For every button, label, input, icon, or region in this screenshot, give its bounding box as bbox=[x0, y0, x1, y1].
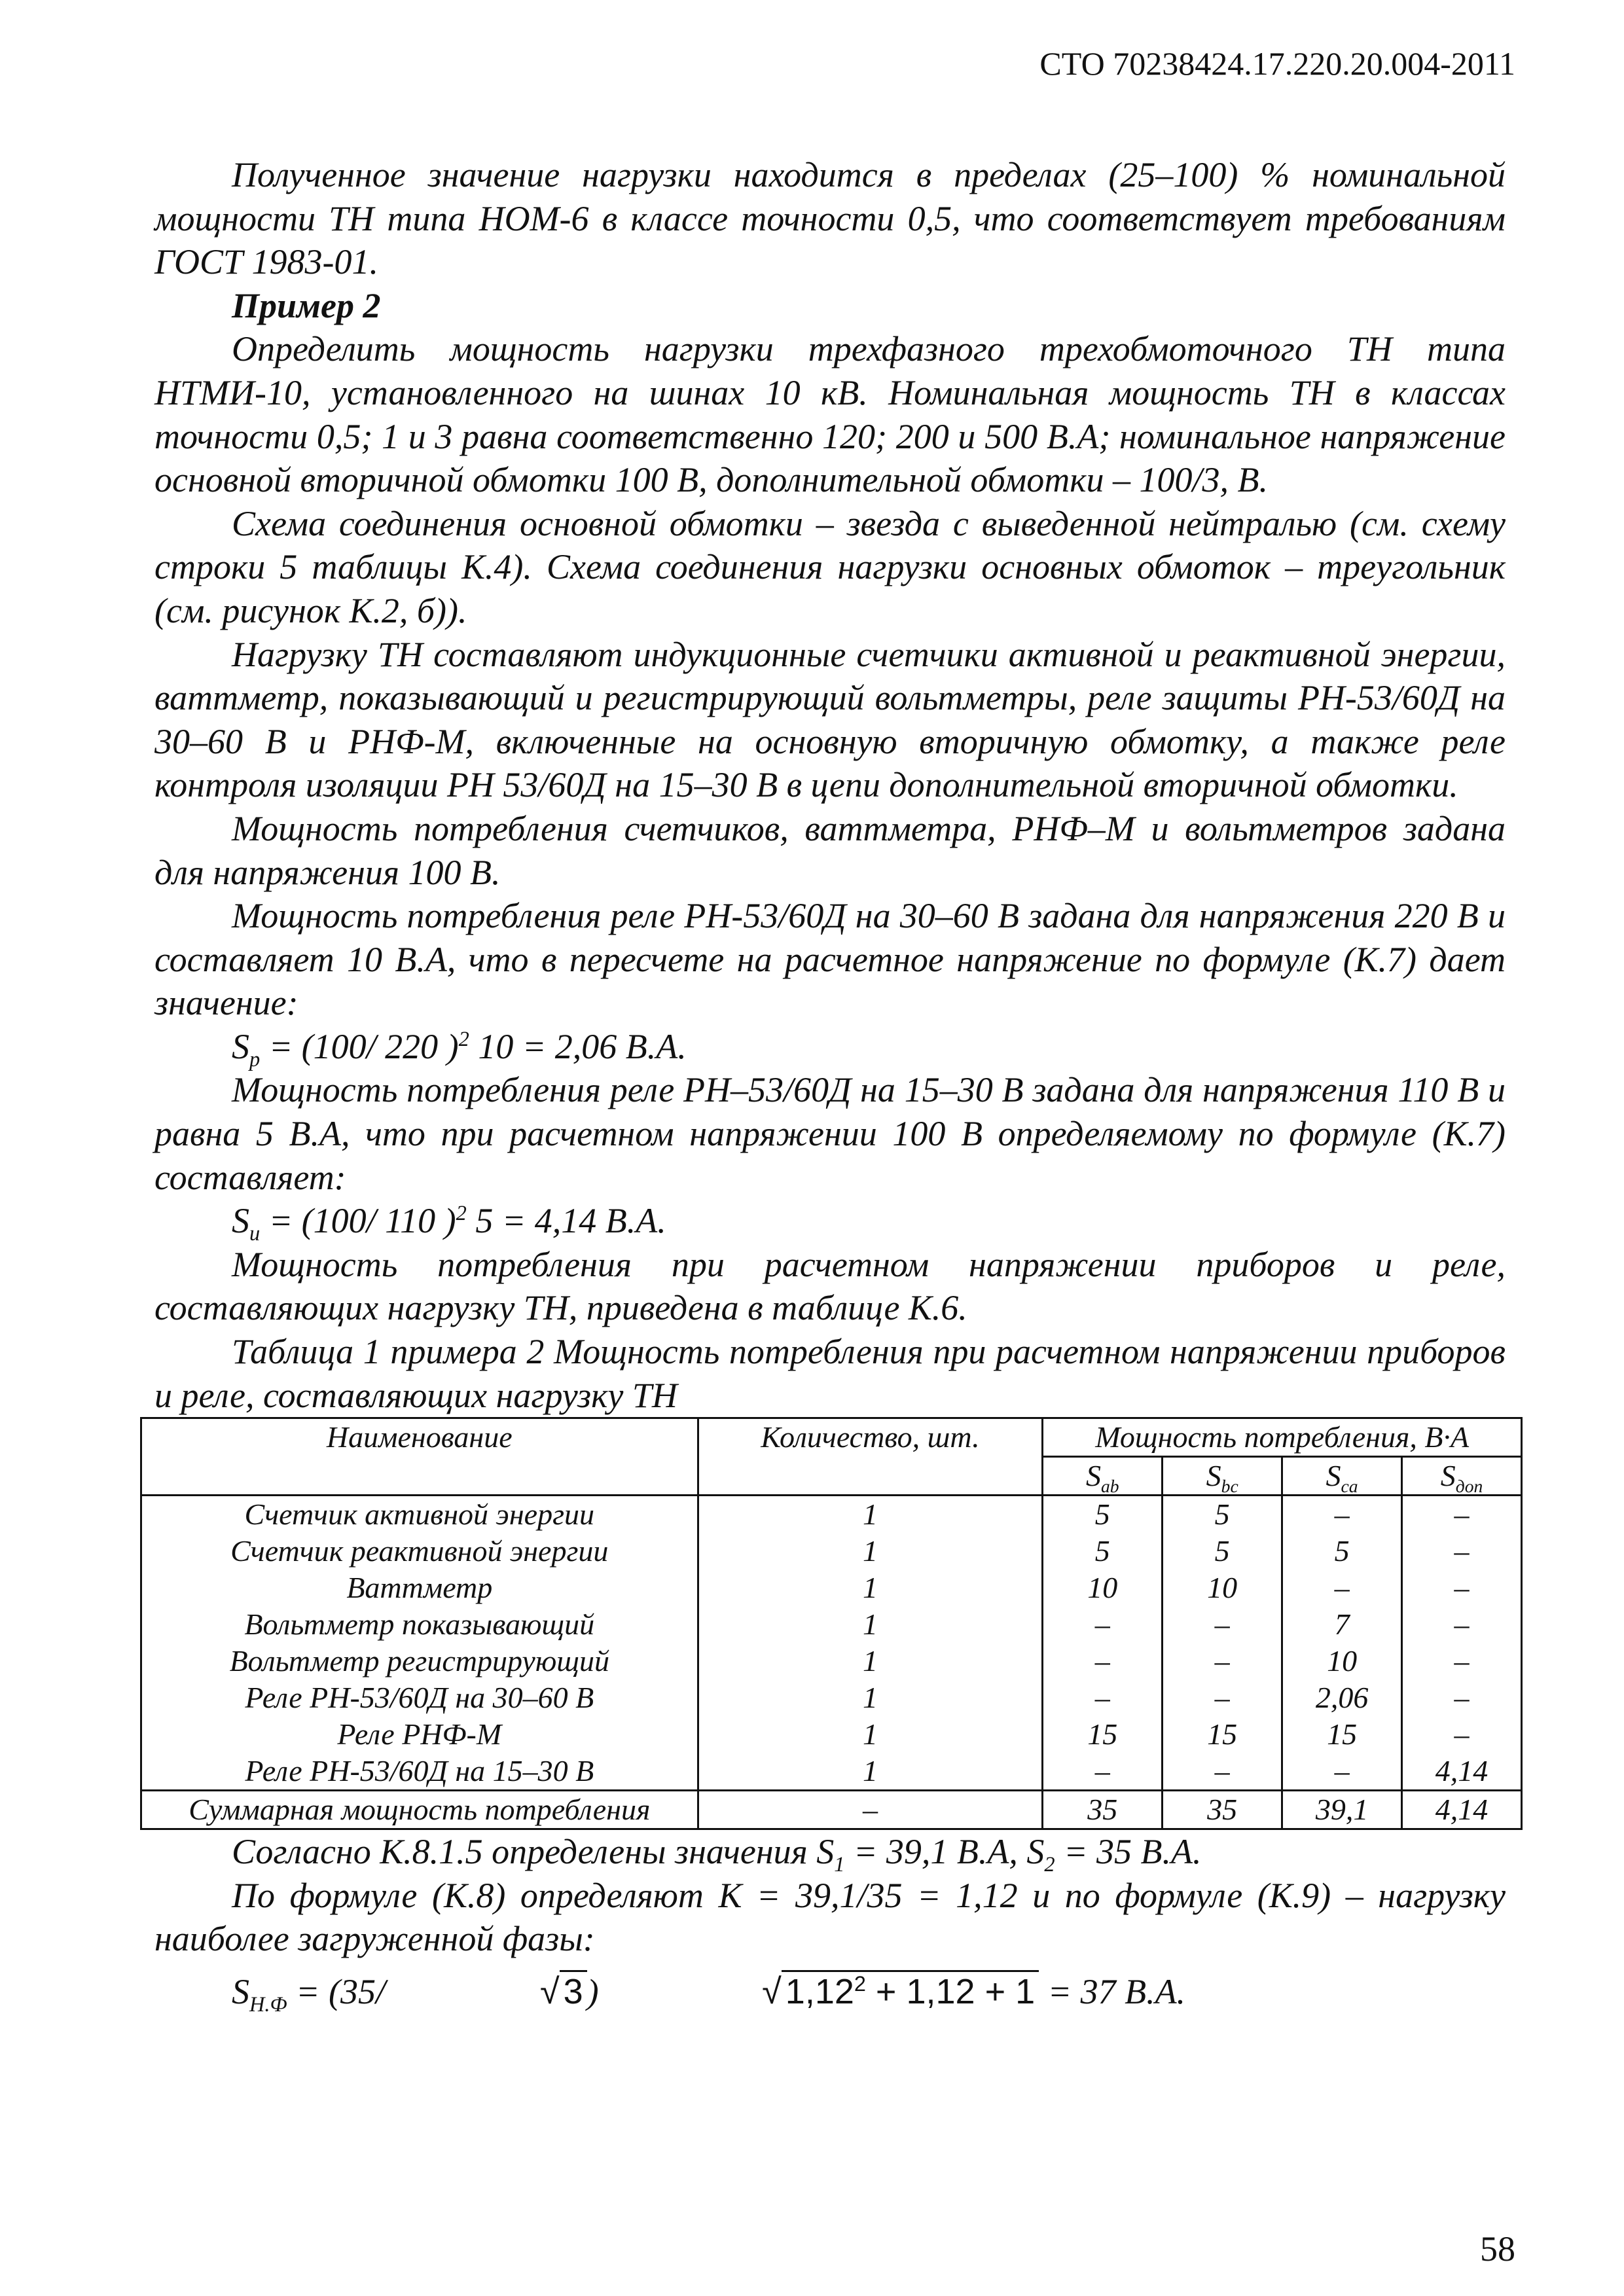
page-body bbox=[154, 153, 1506, 2017]
paragraph-connection-scheme: Схема соединения основной обмотки – звезда с выведенной нейтралью (см. схему строки 5 таблицы К.4). Схема соединения нагрузки основных обмоток – треугольник (см. рисунок К.2, б)). bbox=[154, 503, 1506, 630]
paragraph-relay-30-60: Мощность потребления реле РН-53/60Д на 30–60 В задана для напряжения 220 В и составляет 10 В.А, что в пересчете на расчетное напряжение по формуле (К.7) дает значение: bbox=[154, 896, 1506, 1023]
paragraph-task: Определить мощность нагрузки трехфазного трехобмоточного ТН типа НТМИ-10, установленного на шинах 10 кВ. Номинальная мощность ТН в классах точности 0,5; 1 и 3 равна соответственно 120; 200 и 500 В.А; номинальное напряжение основной вторичной обмотки 100 В, дополнительной обмотки – 100/3, В. bbox=[154, 329, 1506, 500]
table-row: Вольтметр показывающий 1 – – 7 – bbox=[141, 1606, 1522, 1643]
table-row: Счетчик реактивной энергии 1 5 5 5 – bbox=[141, 1533, 1522, 1570]
table-row: Вольтметр регистрирующий 1 – – 10 – bbox=[141, 1643, 1522, 1679]
sqrt-symbol: √ 3 bbox=[386, 1970, 587, 2014]
header-quantity: Количество, шт. bbox=[698, 1418, 1043, 1496]
formula-sp: $S_р = (100/$ 220 )$^2$ 10 = 2,06 В.А. bbox=[232, 1026, 687, 1071]
header-power: Мощность потребления, В·А bbox=[1043, 1418, 1522, 1457]
table-row: Реле РН-53/60Д на 15–30 В 1 – – – 4,14 bbox=[141, 1753, 1522, 1791]
paragraph-s-values: Согласно К.8.1.5 определены значения $S_1 = 39,1$ В.А, $S_2 = 35$ В.А. bbox=[232, 1832, 1202, 1877]
header-sca: $S_{ca}$ bbox=[1282, 1457, 1402, 1496]
table-total-row: Суммарная мощность потребления – 35 35 39,1 4,14 bbox=[141, 1791, 1522, 1829]
paragraph-relay-15-30: Мощность потребления реле РН–53/60Д на 15–30 В задана для напряжения 110 В и равна 5 В.А, что при расчетном напряжении 100 В определяемому по формуле (К.7) составляет: bbox=[154, 1070, 1506, 1197]
header-sbc: $S_{bc}$ bbox=[1163, 1457, 1282, 1496]
document-code-header: СТО 70238424.17.220.20.004-2011 bbox=[1039, 45, 1515, 82]
sqrt-expression: √ $1,12^2 + 1,12 + 1$ bbox=[607, 1970, 1039, 2014]
table-row: Реле РНФ-М 1 15 15 15 – bbox=[141, 1716, 1522, 1753]
header-name: Наименование bbox=[141, 1418, 698, 1496]
formula-su: $S_и = (100/$ 110 )$^2$ 5 = 4,14 В.А. bbox=[232, 1201, 666, 1246]
header-sab: $S_{ab}$ bbox=[1043, 1457, 1163, 1496]
paragraph-load-composition: Нагрузку ТН составляют индукционные счетчики активной и реактивной энергии, ваттметр, показывающий и регистрирующий вольтметры, реле защиты РН-53/60Д на 30–60 В и РНФ-М, включенные на основную вторичную обмотку, а также реле контроля изоляции РН 53/60Д на 15–30 В в цепи дополнительной вторичной обмотки. bbox=[154, 634, 1506, 805]
paragraph-load-range: Полученное значение нагрузки находится в пределах (25–100) % номинальной мощности ТН типа НОМ-6 в классе точности 0,5, что соответствует требованиям ГОСТ 1983-01. bbox=[154, 155, 1506, 282]
formula-snf: $S_{Н.Ф} = (35/$ √ 3 ) √ $1,12^2 + 1,12 + 1 = 37$ В.А. bbox=[154, 1970, 1506, 2014]
paragraph-table-reference: Мощность потребления при расчетном напряжении приборов и реле, составляющих нагрузку ТН, приведена в таблице К.6. bbox=[154, 1244, 1506, 1328]
table-caption: Таблица 1 примера 2 Мощность потребления при расчетном напряжении приборов и реле, составляющих нагрузку ТН bbox=[154, 1332, 1506, 1415]
header-sdop: $S_{доп}$ bbox=[1402, 1457, 1522, 1496]
table-row: Счетчик активной энергии 1 5 5 – – bbox=[141, 1496, 1522, 1534]
table-row: Реле РН-53/60Д на 30–60 В 1 – – 2,06 – bbox=[141, 1679, 1522, 1716]
consumption-table bbox=[140, 1417, 1523, 1830]
paragraph-consumption-voltage: Мощность потребления счетчиков, ваттметра, РНФ–М и вольтметров задана для напряжения 100 В. bbox=[154, 808, 1506, 892]
table-row: Ваттметр 1 10 10 – – bbox=[141, 1570, 1522, 1606]
paragraph-k-formula: По формуле (К.8) определяют К = 39,1/35 = 1,12 и по формуле (К.9) – нагрузку наиболее загруженной фазы: bbox=[154, 1875, 1506, 1959]
example-heading: Пример 2 bbox=[232, 285, 381, 325]
page-number: 58 bbox=[1480, 2229, 1515, 2269]
